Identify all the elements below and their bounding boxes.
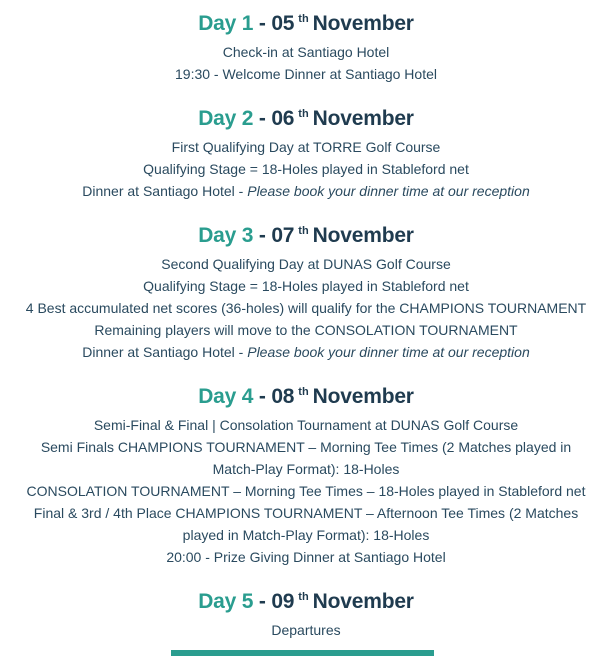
itinerary-line xyxy=(0,254,612,275)
itinerary-line xyxy=(0,42,612,63)
line-note: Please book your dinner time at our reception xyxy=(247,183,530,199)
day-1-heading xyxy=(0,12,612,36)
line-text: Match-Play Format): 18-Holes xyxy=(212,461,400,477)
itinerary-line xyxy=(0,137,612,158)
section-day-2 xyxy=(0,107,612,202)
itinerary-line xyxy=(0,181,612,202)
day-date: - 08 xyxy=(258,385,295,408)
itinerary-line xyxy=(0,276,612,297)
day-date: - 05 xyxy=(258,12,295,35)
line-text: 4 Best accumulated net scores (36-holes) will qualify for the CHAMPIONS TOURNAMENT xyxy=(25,300,587,316)
day-label: Day 1 xyxy=(198,12,254,35)
day-2-heading xyxy=(0,107,612,131)
line-text: 20:00 - Prize Giving Dinner at Santiago Hotel xyxy=(166,549,446,565)
line-text: 19:30 - Welcome Dinner at Santiago Hotel xyxy=(175,66,437,82)
day-label: Day 3 xyxy=(198,224,254,247)
day-4-heading xyxy=(0,385,612,409)
day-date: - 09 xyxy=(258,590,295,613)
itinerary-line xyxy=(0,503,612,524)
day-date: - 06 xyxy=(258,107,295,130)
itinerary-line xyxy=(0,547,612,568)
itinerary-line xyxy=(0,620,612,641)
line-text: Check-in at Santiago Hotel xyxy=(222,44,390,60)
line-text: played in Match-Play Format): 18-Holes xyxy=(182,527,430,543)
day-date: - 07 xyxy=(258,224,295,247)
line-text: First Qualifying Day at TORRE Golf Course xyxy=(171,139,441,155)
line-text: Semi Finals CHAMPIONS TOURNAMENT – Morning Tee Times (2 Matches played in xyxy=(40,439,572,455)
section-day-5 xyxy=(0,590,612,641)
line-text: Semi-Final & Final | Consolation Tournament at DUNAS Golf Course xyxy=(93,417,519,433)
line-text: Dinner at Santiago Hotel - xyxy=(82,183,248,199)
divider-line xyxy=(171,650,434,656)
itinerary-line xyxy=(0,459,612,480)
day-month: November xyxy=(312,107,414,130)
line-text: Second Qualifying Day at DUNAS Golf Course xyxy=(161,256,451,272)
line-text: Qualifying Stage = 18-Holes played in Stableford net xyxy=(143,278,469,294)
itinerary-line xyxy=(0,415,612,436)
line-text: CONSOLATION TOURNAMENT – Morning Tee Times – 18-Holes played in Stableford net xyxy=(26,483,586,499)
day-label: Day 4 xyxy=(198,385,254,408)
itinerary-line xyxy=(0,159,612,180)
line-text: Remaining players will move to the CONSOLATION TOURNAMENT xyxy=(94,322,518,338)
day-month: November xyxy=(312,590,414,613)
section-day-3 xyxy=(0,224,612,363)
line-text: Qualifying Stage = 18-Holes played in Stableford net xyxy=(143,161,469,177)
line-text: Final & 3rd / 4th Place CHAMPIONS TOURNAMENT – Afternoon Tee Times (2 Matches xyxy=(33,505,579,521)
day-label: Day 5 xyxy=(198,590,254,613)
line-text: Dinner at Santiago Hotel - xyxy=(82,344,248,360)
itinerary-line xyxy=(0,298,612,319)
ordinal-suffix: th xyxy=(298,386,309,398)
day-label: Day 2 xyxy=(198,107,254,130)
itinerary-line xyxy=(0,525,612,546)
day-5-heading xyxy=(0,590,612,614)
line-note: Please book your dinner time at our reception xyxy=(247,344,530,360)
day-month: November xyxy=(312,224,414,247)
itinerary-line xyxy=(0,64,612,85)
section-day-1 xyxy=(0,12,612,85)
section-day-4 xyxy=(0,385,612,568)
itinerary-line xyxy=(0,342,612,363)
day-month: November xyxy=(312,385,414,408)
itinerary-line xyxy=(0,437,612,458)
ordinal-suffix: th xyxy=(298,108,309,120)
itinerary-line xyxy=(0,320,612,341)
itinerary-line xyxy=(0,481,612,502)
line-text: Departures xyxy=(271,622,341,638)
day-month: November xyxy=(312,12,414,35)
ordinal-suffix: th xyxy=(298,13,309,25)
ordinal-suffix: th xyxy=(298,225,309,237)
ordinal-suffix: th xyxy=(298,591,309,603)
day-3-heading xyxy=(0,224,612,248)
